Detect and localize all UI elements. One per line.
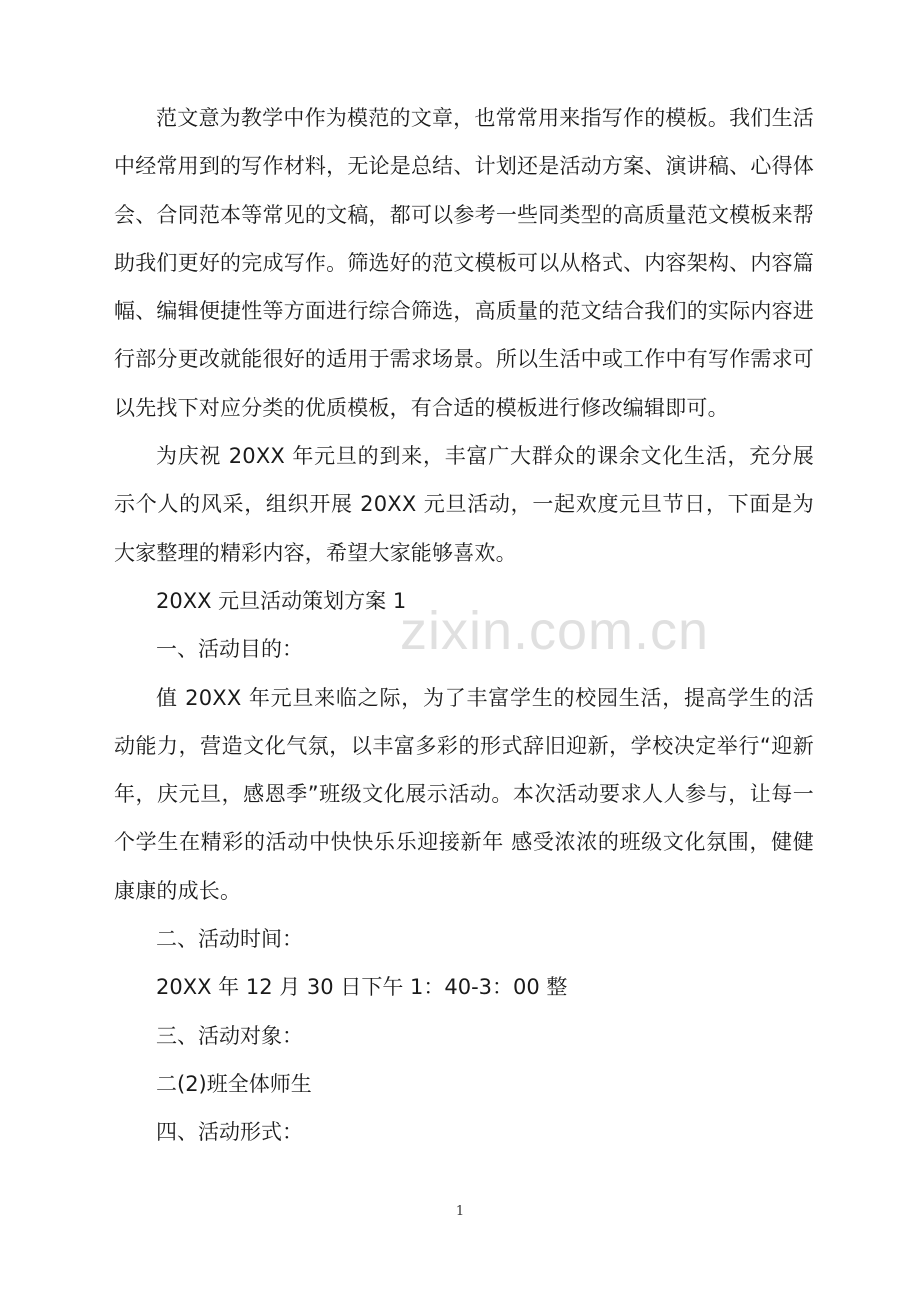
intro-paragraph: 范文意为教学中作为模范的文章，也常常用来指写作的模板。我们生活中经常用到的写作材料，无论是总结、计划还是活动方案、演讲稿、心得体会、合同范本等常见的文稿，都可以参考一些同类型的高质量范文模板来帮助我们更好的完成写作。筛选好的范文模板可以从格式、内容架构、内容篇幅、编辑便捷性等方面进行综合筛选，高质量的范文结合我们的实际内容进行部分更改就能很好的适用于需求场景。所以生活中或工作中有写作需求可以先找下对应分类的优质模板，有合适的模板进行修改编辑即可。 <box>114 106 814 420</box>
section-body-time: 20XX 年 12 月 30 日下午 1：40-3：00 整 <box>156 975 568 1000</box>
watermark-text: zixin.com.cn <box>400 601 710 661</box>
page-number: 1 <box>455 1204 465 1219</box>
section-heading-format: 四、活动形式： <box>156 1120 303 1145</box>
document-body <box>114 94 814 1157</box>
section-heading-purpose: 一、活动目的： <box>156 637 303 662</box>
section-heading-audience: 三、活动对象： <box>156 1023 303 1048</box>
celebration-paragraph: 为庆祝 20XX 年元旦的到来，丰富广大群众的课余文化生活，充分展示个人的风采，组织开展 20XX 元旦活动，一起欢度元旦节日，下面是为大家整理的精彩内容，希望大家能够喜欢。 <box>114 444 814 565</box>
plan-title: 20XX 元旦活动策划方案 1 <box>156 588 407 613</box>
section-heading-time: 二、活动时间： <box>156 927 303 952</box>
section-body-purpose: 值 20XX 年元旦来临之际，为了丰富学生的校园生活，提高学生的活动能力，营造文化气氛，以丰富多彩的形式辞旧迎新，学校决定举行“迎新年，庆元旦，感恩季”班级文化展示活动。本次活动要求人人参与，让每一个学生在精彩的活动中快快乐乐迎接新年 感受浓浓的班级文化氛围，健健康康的成长。 <box>114 685 814 903</box>
section-body-audience: 二(2)班全体师生 <box>156 1071 312 1096</box>
